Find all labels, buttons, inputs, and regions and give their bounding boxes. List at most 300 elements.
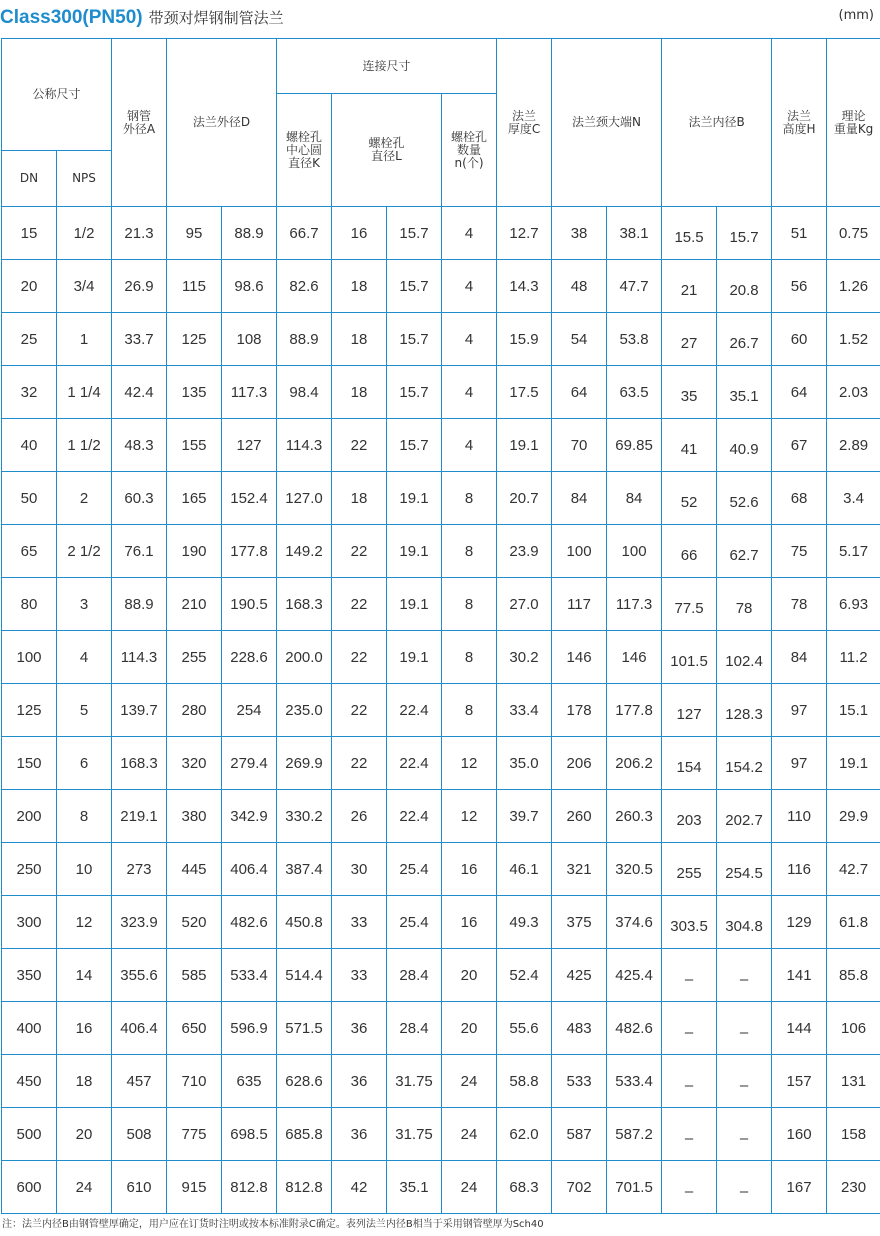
cell-neck-b: 587.2 (607, 1108, 662, 1161)
cell-bolt-circle: 514.4 (277, 949, 332, 1002)
cell-pipe-od: 323.9 (112, 896, 167, 949)
cell-weight: 29.9 (827, 790, 880, 843)
cell-pipe-od: 139.7 (112, 684, 167, 737)
cell-weight: 131 (827, 1055, 880, 1108)
cell-thickness: 58.8 (497, 1055, 552, 1108)
cell-flange-od-a: 165 (167, 472, 222, 525)
table-row (2, 1161, 880, 1214)
cell-bolt-hole-a: 33 (332, 896, 387, 949)
cell-bore-b: 128.3 (717, 684, 772, 737)
cell-neck-a: 38 (552, 207, 607, 260)
cell-bore-a: 52 (662, 472, 717, 525)
cell-bolt-hole-b: 19.1 (387, 578, 442, 631)
cell-flange-od-b: 635 (222, 1055, 277, 1108)
cell-height: 97 (772, 684, 827, 737)
cell-bore-a: 303.5 (662, 896, 717, 949)
title-class: Class300(PN50) (0, 7, 143, 28)
cell-bolt-circle: 685.8 (277, 1108, 332, 1161)
cell-bolt-hole-a: 18 (332, 260, 387, 313)
cell-flange-od-a: 380 (167, 790, 222, 843)
cell-bolt-hole-a: 22 (332, 737, 387, 790)
cell-bolt-hole-b: 19.1 (387, 472, 442, 525)
cell-flange-od-a: 135 (167, 366, 222, 419)
cell-bore-a: 77.5 (662, 578, 717, 631)
cell-weight: 61.8 (827, 896, 880, 949)
cell-bore-b: – (717, 1055, 772, 1108)
cell-bolt-hole-a: 16 (332, 207, 387, 260)
cell-height: 75 (772, 525, 827, 578)
cell-neck-b: 533.4 (607, 1055, 662, 1108)
cell-dn: 20 (2, 260, 57, 313)
cell-dn: 40 (2, 419, 57, 472)
header-bolt-count: 螺栓孔 数量 n(个) (442, 94, 497, 207)
cell-flange-od-a: 255 (167, 631, 222, 684)
cell-neck-a: 321 (552, 843, 607, 896)
cell-height: 157 (772, 1055, 827, 1108)
cell-pipe-od: 21.3 (112, 207, 167, 260)
cell-bore-b: 35.1 (717, 366, 772, 419)
cell-dn: 450 (2, 1055, 57, 1108)
cell-thickness: 39.7 (497, 790, 552, 843)
cell-bolt-hole-a: 22 (332, 631, 387, 684)
cell-flange-od-a: 585 (167, 949, 222, 1002)
cell-bolt-hole-b: 22.4 (387, 737, 442, 790)
cell-bolt-count: 24 (442, 1055, 497, 1108)
cell-bolt-circle: 114.3 (277, 419, 332, 472)
cell-bore-b: 62.7 (717, 525, 772, 578)
cell-bolt-circle: 98.4 (277, 366, 332, 419)
cell-flange-od-b: 117.3 (222, 366, 277, 419)
table-row (2, 472, 880, 525)
cell-bolt-hole-a: 22 (332, 578, 387, 631)
cell-neck-a: 533 (552, 1055, 607, 1108)
cell-flange-od-b: 190.5 (222, 578, 277, 631)
cell-weight: 15.1 (827, 684, 880, 737)
cell-flange-od-b: 596.9 (222, 1002, 277, 1055)
table-row (2, 896, 880, 949)
cell-height: 51 (772, 207, 827, 260)
cell-bore-a: 127 (662, 684, 717, 737)
cell-bolt-hole-b: 15.7 (387, 366, 442, 419)
cell-height: 60 (772, 313, 827, 366)
table-row (2, 525, 880, 578)
cell-bolt-hole-b: 15.7 (387, 419, 442, 472)
cell-bolt-hole-b: 19.1 (387, 525, 442, 578)
cell-neck-b: 117.3 (607, 578, 662, 631)
cell-bolt-circle: 66.7 (277, 207, 332, 260)
cell-neck-a: 48 (552, 260, 607, 313)
cell-thickness: 23.9 (497, 525, 552, 578)
cell-nps: 20 (57, 1108, 112, 1161)
cell-weight: 158 (827, 1108, 880, 1161)
cell-nps: 1/2 (57, 207, 112, 260)
cell-height: 67 (772, 419, 827, 472)
cell-bolt-hole-b: 31.75 (387, 1055, 442, 1108)
cell-flange-od-a: 915 (167, 1161, 222, 1214)
table-row (2, 366, 880, 419)
cell-bolt-circle: 571.5 (277, 1002, 332, 1055)
header-bore: 法兰内径B (662, 39, 772, 207)
cell-bore-b: 102.4 (717, 631, 772, 684)
cell-bolt-count: 8 (442, 578, 497, 631)
cell-height: 68 (772, 472, 827, 525)
cell-bolt-circle: 269.9 (277, 737, 332, 790)
cell-bolt-circle: 82.6 (277, 260, 332, 313)
cell-pipe-od: 406.4 (112, 1002, 167, 1055)
cell-pipe-od: 168.3 (112, 737, 167, 790)
cell-flange-od-b: 533.4 (222, 949, 277, 1002)
cell-height: 97 (772, 737, 827, 790)
cell-height: 78 (772, 578, 827, 631)
cell-pipe-od: 219.1 (112, 790, 167, 843)
cell-bolt-count: 4 (442, 207, 497, 260)
cell-weight: 106 (827, 1002, 880, 1055)
flange-spec-table (1, 38, 880, 1214)
cell-thickness: 52.4 (497, 949, 552, 1002)
cell-flange-od-a: 95 (167, 207, 222, 260)
cell-bolt-hole-b: 15.7 (387, 207, 442, 260)
cell-bore-a: – (662, 1002, 717, 1055)
cell-bolt-hole-a: 18 (332, 313, 387, 366)
cell-weight: 85.8 (827, 949, 880, 1002)
cell-flange-od-a: 775 (167, 1108, 222, 1161)
cell-flange-od-a: 190 (167, 525, 222, 578)
cell-nps: 5 (57, 684, 112, 737)
cell-nps: 10 (57, 843, 112, 896)
cell-bolt-hole-a: 30 (332, 843, 387, 896)
cell-neck-a: 375 (552, 896, 607, 949)
header-bolt-circle: 螺栓孔 中心圆 直径K (277, 94, 332, 207)
cell-nps: 3 (57, 578, 112, 631)
cell-bolt-hole-a: 22 (332, 525, 387, 578)
cell-bolt-hole-b: 25.4 (387, 843, 442, 896)
cell-flange-od-b: 812.8 (222, 1161, 277, 1214)
cell-neck-b: 100 (607, 525, 662, 578)
cell-nps: 24 (57, 1161, 112, 1214)
cell-nps: 3/4 (57, 260, 112, 313)
cell-dn: 150 (2, 737, 57, 790)
cell-thickness: 19.1 (497, 419, 552, 472)
cell-bolt-hole-a: 18 (332, 472, 387, 525)
table-row (2, 684, 880, 737)
cell-pipe-od: 60.3 (112, 472, 167, 525)
header-weight: 理论 重量Kg (827, 39, 880, 207)
footnote: 注：法兰内径B由钢管壁厚确定，用户应在订货时注明或按本标准附录C确定。表列法兰内径B相当于采用钢管壁厚为Sch40 (2, 1219, 544, 1230)
cell-dn: 600 (2, 1161, 57, 1214)
cell-bolt-circle: 628.6 (277, 1055, 332, 1108)
table-row (2, 949, 880, 1002)
title-description: 带颈对焊钢制管法兰 (148, 9, 284, 27)
cell-bore-b: 52.6 (717, 472, 772, 525)
cell-pipe-od: 114.3 (112, 631, 167, 684)
cell-nps: 14 (57, 949, 112, 1002)
cell-thickness: 20.7 (497, 472, 552, 525)
cell-height: 144 (772, 1002, 827, 1055)
cell-bore-a: 66 (662, 525, 717, 578)
cell-flange-od-b: 254 (222, 684, 277, 737)
cell-bolt-count: 4 (442, 419, 497, 472)
cell-height: 167 (772, 1161, 827, 1214)
cell-bolt-hole-b: 35.1 (387, 1161, 442, 1214)
cell-bolt-circle: 330.2 (277, 790, 332, 843)
cell-neck-a: 702 (552, 1161, 607, 1214)
cell-bolt-hole-a: 36 (332, 1055, 387, 1108)
table-row (2, 313, 880, 366)
cell-neck-a: 146 (552, 631, 607, 684)
cell-bore-a: 35 (662, 366, 717, 419)
cell-dn: 400 (2, 1002, 57, 1055)
cell-bolt-hole-b: 28.4 (387, 1002, 442, 1055)
cell-neck-a: 483 (552, 1002, 607, 1055)
cell-neck-a: 117 (552, 578, 607, 631)
cell-flange-od-a: 210 (167, 578, 222, 631)
cell-bolt-circle: 200.0 (277, 631, 332, 684)
cell-dn: 80 (2, 578, 57, 631)
cell-neck-a: 100 (552, 525, 607, 578)
header-nps: NPS (57, 151, 112, 207)
cell-height: 129 (772, 896, 827, 949)
cell-bore-a: 255 (662, 843, 717, 896)
header-bolt-hole: 螺栓孔 直径L (332, 94, 442, 207)
cell-flange-od-a: 320 (167, 737, 222, 790)
cell-neck-b: 260.3 (607, 790, 662, 843)
cell-neck-b: 84 (607, 472, 662, 525)
cell-bolt-circle: 149.2 (277, 525, 332, 578)
cell-bolt-hole-a: 33 (332, 949, 387, 1002)
cell-weight: 5.17 (827, 525, 880, 578)
table-row (2, 1108, 880, 1161)
cell-nps: 1 (57, 313, 112, 366)
cell-neck-a: 84 (552, 472, 607, 525)
cell-neck-b: 701.5 (607, 1161, 662, 1214)
cell-pipe-od: 355.6 (112, 949, 167, 1002)
cell-bolt-hole-a: 26 (332, 790, 387, 843)
cell-bolt-hole-b: 22.4 (387, 684, 442, 737)
table-row (2, 1055, 880, 1108)
cell-bore-a: 41 (662, 419, 717, 472)
cell-height: 56 (772, 260, 827, 313)
cell-bolt-count: 16 (442, 843, 497, 896)
unit-label: (mm) (838, 8, 874, 23)
cell-bolt-hole-b: 22.4 (387, 790, 442, 843)
cell-pipe-od: 76.1 (112, 525, 167, 578)
cell-thickness: 27.0 (497, 578, 552, 631)
cell-neck-b: 206.2 (607, 737, 662, 790)
cell-neck-b: 146 (607, 631, 662, 684)
cell-flange-od-b: 88.9 (222, 207, 277, 260)
cell-bolt-hole-b: 28.4 (387, 949, 442, 1002)
cell-dn: 100 (2, 631, 57, 684)
cell-bore-a: 21 (662, 260, 717, 313)
cell-thickness: 46.1 (497, 843, 552, 896)
cell-bore-b: 304.8 (717, 896, 772, 949)
cell-bore-b: 254.5 (717, 843, 772, 896)
cell-nps: 1 1/2 (57, 419, 112, 472)
table-row (2, 790, 880, 843)
cell-dn: 32 (2, 366, 57, 419)
cell-weight: 6.93 (827, 578, 880, 631)
cell-nps: 6 (57, 737, 112, 790)
cell-bore-b: 15.7 (717, 207, 772, 260)
cell-weight: 0.75 (827, 207, 880, 260)
cell-flange-od-a: 650 (167, 1002, 222, 1055)
cell-flange-od-a: 125 (167, 313, 222, 366)
cell-dn: 500 (2, 1108, 57, 1161)
cell-weight: 3.4 (827, 472, 880, 525)
cell-flange-od-b: 177.8 (222, 525, 277, 578)
cell-bolt-hole-a: 22 (332, 684, 387, 737)
cell-bolt-hole-a: 22 (332, 419, 387, 472)
cell-flange-od-b: 482.6 (222, 896, 277, 949)
cell-flange-od-a: 280 (167, 684, 222, 737)
cell-bore-b: – (717, 949, 772, 1002)
cell-nps: 2 1/2 (57, 525, 112, 578)
cell-pipe-od: 457 (112, 1055, 167, 1108)
cell-bolt-hole-b: 25.4 (387, 896, 442, 949)
cell-bolt-count: 4 (442, 313, 497, 366)
cell-pipe-od: 273 (112, 843, 167, 896)
cell-weight: 1.52 (827, 313, 880, 366)
cell-neck-b: 38.1 (607, 207, 662, 260)
cell-bolt-hole-b: 19.1 (387, 631, 442, 684)
cell-pipe-od: 508 (112, 1108, 167, 1161)
cell-neck-a: 260 (552, 790, 607, 843)
cell-weight: 1.26 (827, 260, 880, 313)
cell-neck-b: 177.8 (607, 684, 662, 737)
table-row (2, 419, 880, 472)
cell-bore-b: – (717, 1108, 772, 1161)
header-dn: DN (2, 151, 57, 207)
cell-bolt-count: 4 (442, 260, 497, 313)
cell-bolt-circle: 88.9 (277, 313, 332, 366)
cell-pipe-od: 48.3 (112, 419, 167, 472)
cell-bolt-hole-a: 18 (332, 366, 387, 419)
cell-bore-a: – (662, 1108, 717, 1161)
cell-dn: 65 (2, 525, 57, 578)
cell-nps: 18 (57, 1055, 112, 1108)
table-row (2, 631, 880, 684)
cell-bore-a: – (662, 949, 717, 1002)
cell-thickness: 55.6 (497, 1002, 552, 1055)
cell-thickness: 15.9 (497, 313, 552, 366)
table-body (2, 207, 880, 1214)
cell-neck-a: 70 (552, 419, 607, 472)
cell-bolt-hole-a: 42 (332, 1161, 387, 1214)
cell-dn: 300 (2, 896, 57, 949)
cell-dn: 15 (2, 207, 57, 260)
cell-thickness: 30.2 (497, 631, 552, 684)
header-neck-end: 法兰颈大端N (552, 39, 662, 207)
cell-bolt-count: 20 (442, 949, 497, 1002)
cell-bolt-hole-b: 15.7 (387, 313, 442, 366)
cell-bolt-hole-b: 15.7 (387, 260, 442, 313)
cell-nps: 16 (57, 1002, 112, 1055)
cell-bore-b: – (717, 1002, 772, 1055)
cell-bolt-count: 8 (442, 525, 497, 578)
cell-height: 110 (772, 790, 827, 843)
cell-bore-b: 78 (717, 578, 772, 631)
cell-neck-b: 425.4 (607, 949, 662, 1002)
cell-bolt-count: 20 (442, 1002, 497, 1055)
cell-bore-b: 154.2 (717, 737, 772, 790)
cell-bore-a: 154 (662, 737, 717, 790)
cell-flange-od-a: 445 (167, 843, 222, 896)
cell-bolt-count: 24 (442, 1161, 497, 1214)
cell-thickness: 35.0 (497, 737, 552, 790)
cell-neck-a: 425 (552, 949, 607, 1002)
cell-bore-b: – (717, 1161, 772, 1214)
cell-flange-od-b: 406.4 (222, 843, 277, 896)
cell-thickness: 12.7 (497, 207, 552, 260)
table-row (2, 260, 880, 313)
cell-bolt-count: 16 (442, 896, 497, 949)
cell-weight: 230 (827, 1161, 880, 1214)
cell-dn: 125 (2, 684, 57, 737)
table-row (2, 207, 880, 260)
cell-neck-b: 320.5 (607, 843, 662, 896)
table-row (2, 843, 880, 896)
cell-bore-a: 101.5 (662, 631, 717, 684)
cell-bolt-count: 8 (442, 472, 497, 525)
cell-nps: 4 (57, 631, 112, 684)
cell-bolt-count: 24 (442, 1108, 497, 1161)
cell-height: 64 (772, 366, 827, 419)
cell-height: 116 (772, 843, 827, 896)
cell-neck-a: 587 (552, 1108, 607, 1161)
cell-thickness: 14.3 (497, 260, 552, 313)
cell-weight: 2.03 (827, 366, 880, 419)
cell-nps: 2 (57, 472, 112, 525)
cell-weight: 19.1 (827, 737, 880, 790)
table-row (2, 1002, 880, 1055)
cell-flange-od-b: 108 (222, 313, 277, 366)
cell-neck-b: 53.8 (607, 313, 662, 366)
cell-bore-b: 202.7 (717, 790, 772, 843)
cell-dn: 200 (2, 790, 57, 843)
cell-bore-a: – (662, 1055, 717, 1108)
cell-pipe-od: 33.7 (112, 313, 167, 366)
cell-dn: 25 (2, 313, 57, 366)
header-connection: 连接尺寸 (277, 39, 497, 94)
cell-bolt-circle: 235.0 (277, 684, 332, 737)
cell-height: 141 (772, 949, 827, 1002)
cell-nps: 12 (57, 896, 112, 949)
cell-flange-od-b: 279.4 (222, 737, 277, 790)
cell-thickness: 17.5 (497, 366, 552, 419)
cell-flange-od-b: 228.6 (222, 631, 277, 684)
cell-neck-a: 206 (552, 737, 607, 790)
cell-pipe-od: 26.9 (112, 260, 167, 313)
cell-neck-a: 54 (552, 313, 607, 366)
cell-bolt-circle: 127.0 (277, 472, 332, 525)
cell-thickness: 62.0 (497, 1108, 552, 1161)
cell-flange-od-b: 127 (222, 419, 277, 472)
cell-nps: 8 (57, 790, 112, 843)
cell-flange-od-b: 342.9 (222, 790, 277, 843)
cell-bore-b: 20.8 (717, 260, 772, 313)
cell-bolt-circle: 387.4 (277, 843, 332, 896)
cell-weight: 2.89 (827, 419, 880, 472)
cell-flange-od-a: 710 (167, 1055, 222, 1108)
cell-flange-od-a: 155 (167, 419, 222, 472)
cell-bore-a: 27 (662, 313, 717, 366)
table-row (2, 737, 880, 790)
cell-neck-a: 178 (552, 684, 607, 737)
header-nominal-size: 公称尺寸 (2, 39, 112, 151)
cell-neck-b: 374.6 (607, 896, 662, 949)
header-flange-od: 法兰外径D (167, 39, 277, 207)
cell-bore-a: 203 (662, 790, 717, 843)
